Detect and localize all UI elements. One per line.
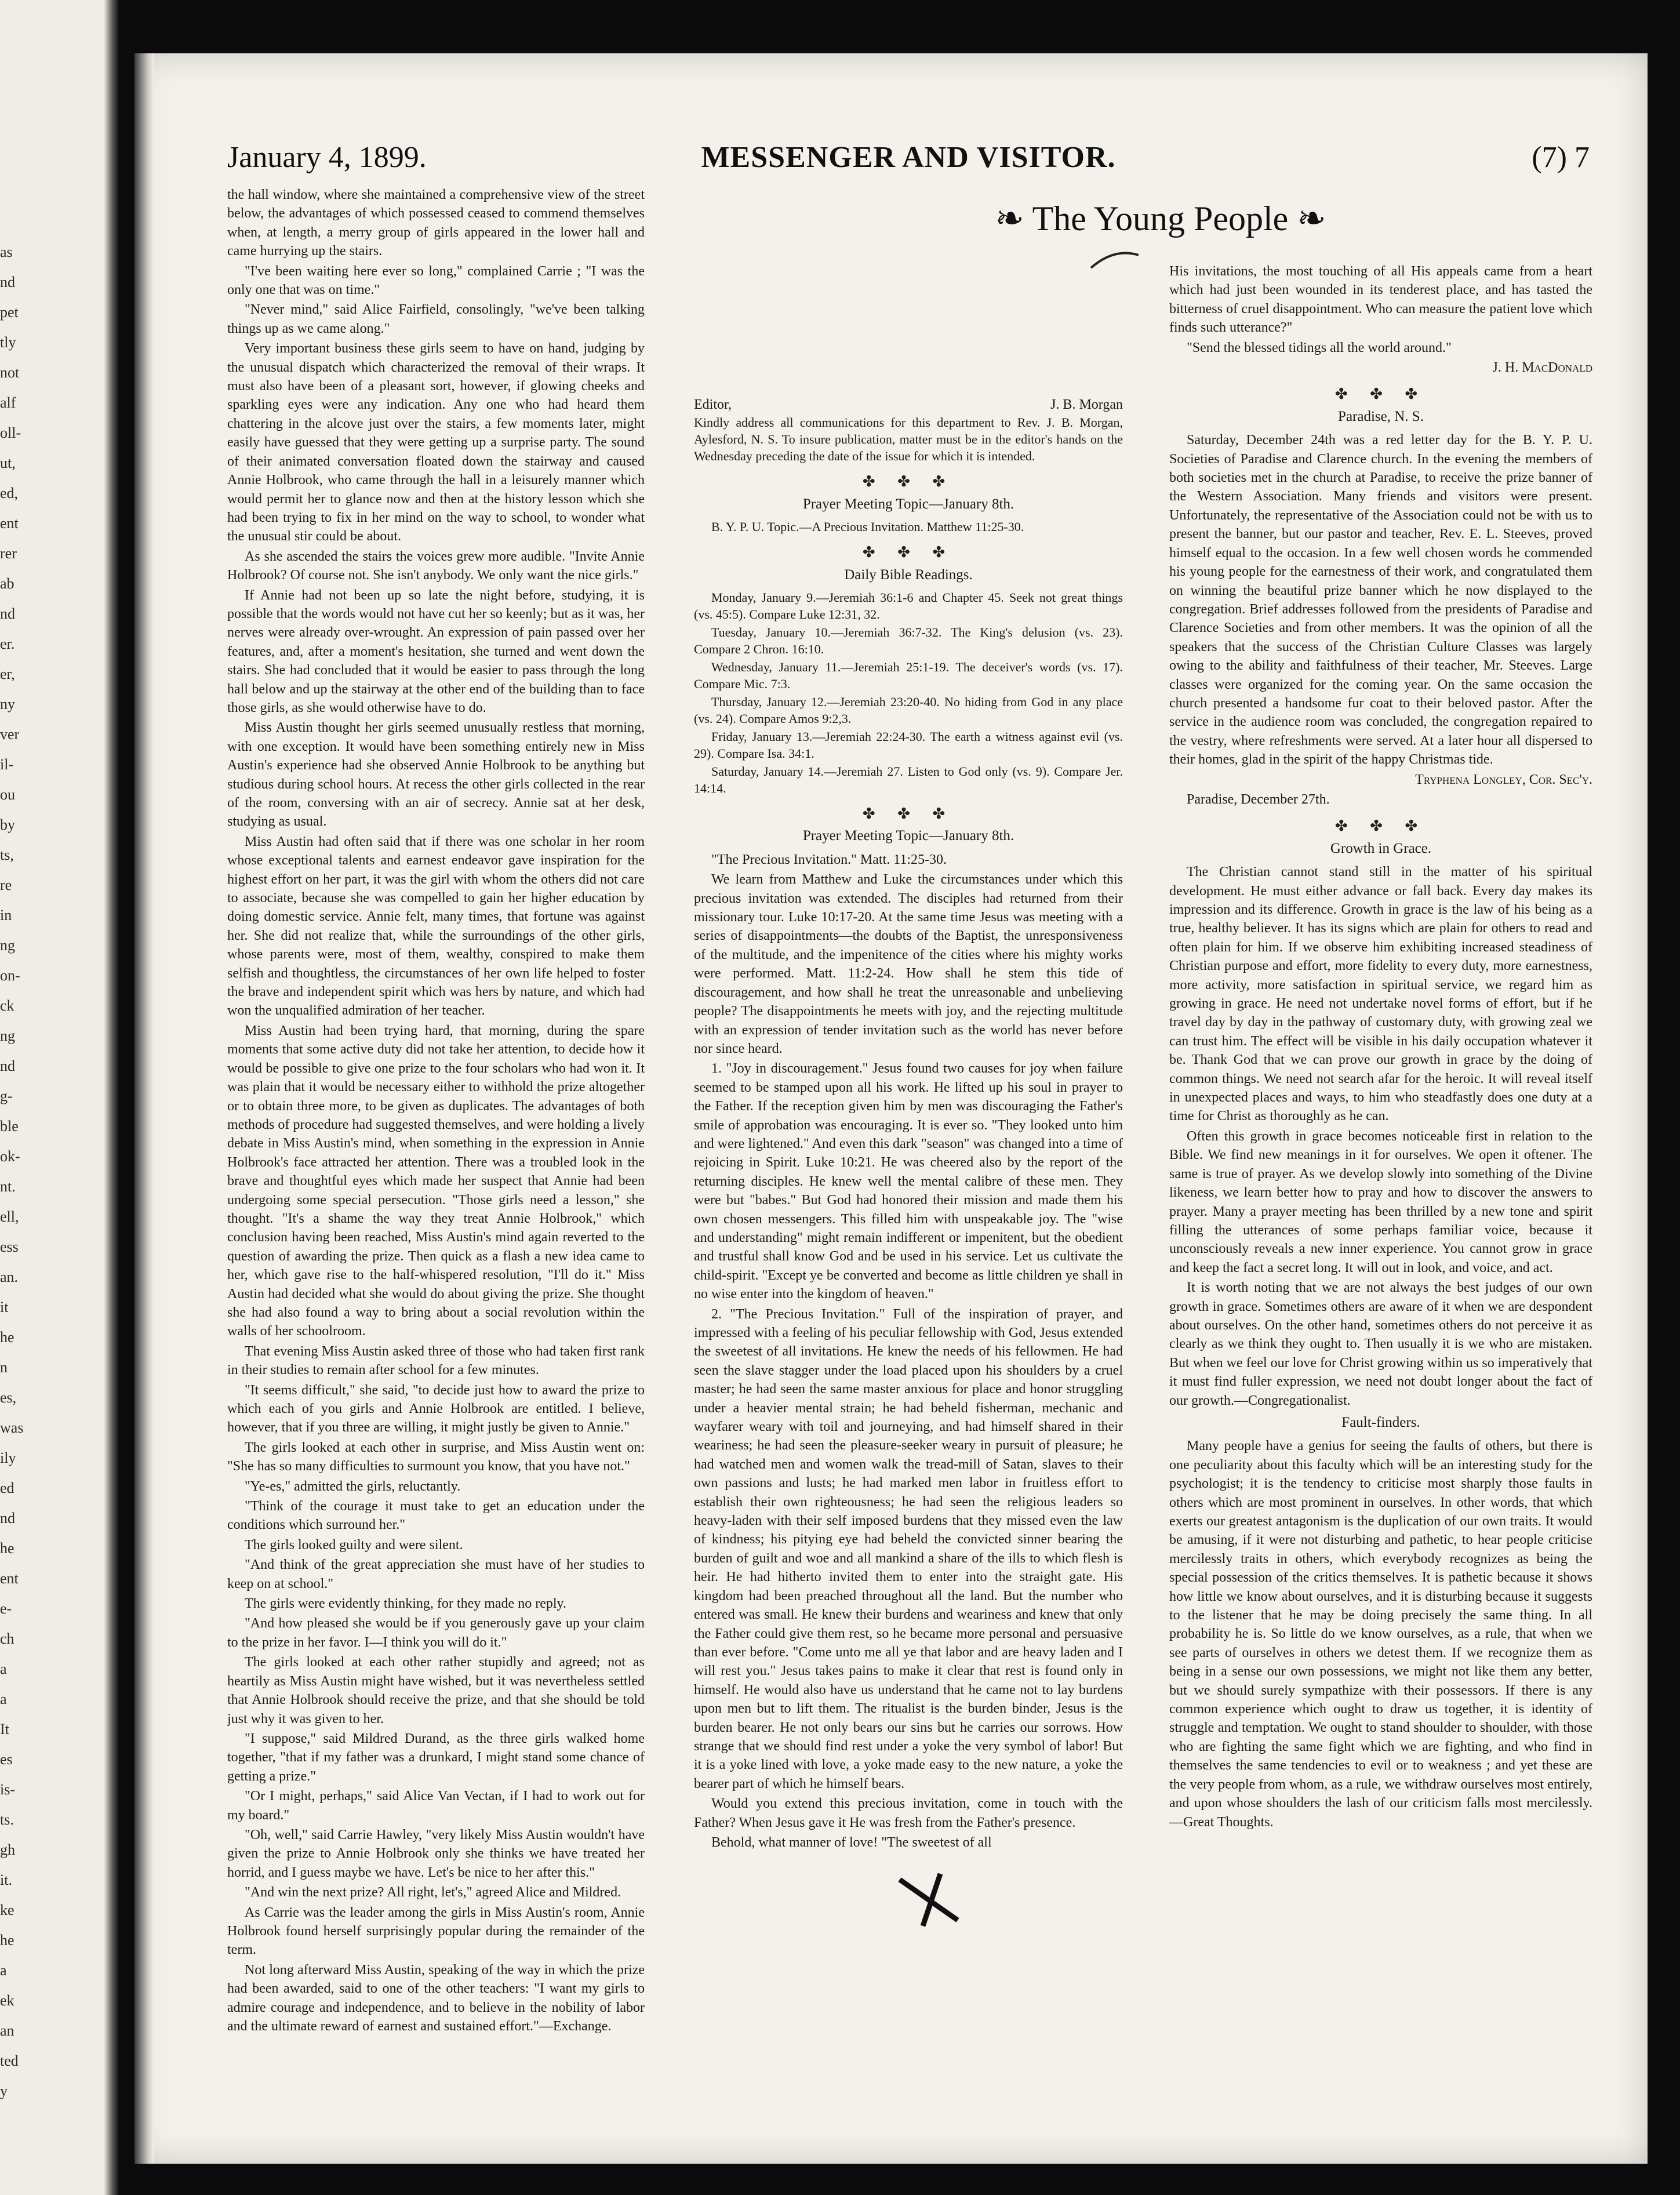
story-paragraph: As she ascended the stairs the voices grew more audible. "Invite Annie Holbrook? Of course not. She isn't anybody. We only want the nice girls." (227, 548, 645, 583)
adjacent-page-fragment: tly (0, 334, 16, 351)
adjacent-page-fragment: ut, (0, 455, 16, 471)
reading-item: Saturday, January 14.—Jeremiah 27. Listen to God only (vs. 9). Compare Jer. 14:14. (694, 764, 1123, 796)
ornament-divider: ✤ ✤ ✤ (1334, 386, 1427, 403)
adjacent-page-fragment: nt. (0, 1178, 16, 1195)
ornament-divider: ✤ ✤ ✤ (862, 473, 955, 490)
adjacent-page-fragment: ent (0, 1570, 19, 1587)
column-story (227, 186, 645, 2093)
adjacent-page-fragment: y (0, 2083, 8, 2099)
report-heading: Paradise, N. S. (1338, 408, 1424, 424)
adjacent-page-fragment: alf (0, 394, 16, 411)
page-fold-shadow (134, 53, 154, 2164)
adjacent-page-fragment: ny (0, 696, 15, 713)
adjacent-page-fragment: was (0, 1419, 24, 1436)
article-body (1169, 863, 1592, 1410)
adjacent-page-fragment: as (0, 244, 13, 260)
adjacent-page-fragment: re (0, 877, 12, 893)
adjacent-page-fragment: on- (0, 967, 20, 984)
adjacent-page-fragment: ab (0, 575, 14, 592)
story-paragraph: "Think of the courage it must take to get an education under the conditions which surround her." (227, 1499, 645, 1533)
ornament-divider: ✤ ✤ ✤ (862, 805, 955, 823)
adjacent-page-fragment: It (0, 1721, 9, 1738)
adjacent-page-fragment: a (0, 1691, 7, 1707)
adjacent-page-fragment: ily (0, 1449, 16, 1466)
adjacent-page-fragment: ts, (0, 846, 14, 863)
story-paragraph: As Carrie was the leader among the girls in Miss Austin's room, Annie Holbrook found herself surprisingly popular during the remainder of the term. (227, 1905, 645, 1958)
reading-item: Thursday, January 12.—Jeremiah 23:20-40. No hiding from God in any place (vs. 24). Compare Amos 9:2,3. (694, 695, 1123, 726)
article-paragraph: Often this growth in grace becomes noticeable first in relation to the Bible. We find new meanings in it for ourselves. We open it oftener. The same is true of prayer. As we develop slowly into something of the Divine likeness, we learn better how to pray and how to discover the answers to prayer. Many a prayer meeting has been thrilled by a new tone and spirit filling the utterances of some perhaps familiar voice, because it unconsciously reveals a new inner experience. You cannot grow in grace and keep the fact a secret long. It will out in look, and voice, and act. (1169, 1128, 1592, 1275)
adjacent-page-fragment: ok- (0, 1148, 20, 1165)
story-paragraph: Miss Austin thought her girls seemed unusually restless that morning, with one exception. It would have been something entirely new in Miss Austin's experience had she observed Annie Holbrook to be anything but studious during school hours. At recess the other girls collected in the rear of the room, conversing with an air of secrecy. Annie sat at her desk, studying as usual. (227, 720, 645, 830)
adjacent-page-fragment: nd (0, 1510, 15, 1527)
story-paragraph: "I've been waiting here ever so long," complained Carrie ; "I was the only one that was on time." (227, 263, 645, 298)
article-heading: Fault-finders. (1341, 1414, 1420, 1430)
article-paragraph: The Christian cannot stand still in the matter of his spiritual development. He must either advance or fall back. Every day makes its impression and its difference. Growth in grace is the law of his being as a true, healthy believer. It has its signs which are plain for others to read and often plain for him. If we observe him exhibiting increased steadiness of Christian purpose and effort, more fidelity to every duty, more earnestness, more activity, more satisfaction in spiritual service, we regard him as growing in grace. He need not undertake novel forms of effort, but if he travel day by day in the pathway of customary duty, with growing zeal we can trust him. The effect will be visible in his daily occupation whatever it be. Thank God that we can prove our growth in grace by the doing of common things. We need not search afar for the heroic. It will reveal itself in unexpected places and ways, to him who steadfastly does one duty at a time for Christ as thoroughly as he can. (1169, 864, 1592, 1124)
adjacent-page-fragment: not (0, 364, 20, 381)
story-paragraph: Miss Austin had often said that if there was one scholar in her room whose exceptional talents and earnest endeavor gave inspiration for the highest effort on her part, it was the girl with whom the others did not care to associate, because she was compelled to gain her higher education by doing domestic service. Annie felt, many times, that fortune was against her. She did not realize that, while the surroundings of the other girls, whose parents were, most of them, wealthy, conspired to make them selfish and thoughtless, the circumstances of her own life helped to foster the brave and independent spirit which was hers by nature, and which had won the unqualified admiration of her teacher. (227, 834, 645, 1019)
adjacent-page-fragment: es (0, 1751, 13, 1768)
page-gutter-shadow (104, 0, 119, 2195)
newspaper-page (134, 53, 1648, 2164)
adjacent-page-fragment: an (0, 2022, 14, 2039)
adjacent-page-fragment: ed, (0, 485, 19, 501)
dateline: Paradise, December 27th. (1187, 791, 1330, 807)
adjacent-page-fragment: ng (0, 1027, 15, 1044)
adjacent-page-fragment: er. (0, 635, 15, 652)
adjacent-page-fragment: il- (0, 756, 14, 773)
adjacent-page-fragment: ng (0, 937, 15, 954)
story-paragraph: "It seems difficult," she said, "to decide just how to award the prize to which each of you girls and Annie Holbrook are entitled. I believe, however, that if you three are willing, it might justly be given to Annie." (227, 1382, 645, 1436)
adjacent-page-fragment: nd (0, 605, 15, 622)
adjacent-page-fragment: ou (0, 786, 15, 803)
adjacent-page-fragment: he (0, 1329, 14, 1346)
topic-text: B. Y. P. U. Topic.—A Precious Invitation. Matthew 11:25-30. (711, 519, 1024, 535)
story-paragraph: The girls were evidently thinking, for they made no reply. (245, 1596, 566, 1612)
issue-date: January 4, 1899. (227, 141, 427, 174)
editor-line (694, 395, 1123, 414)
adjacent-page-strip (0, 0, 119, 2195)
story-paragraph: That evening Miss Austin asked three of those who had taken first rank in their studies to remain after school for a few minutes. (227, 1343, 645, 1378)
reading-item: Friday, January 13.—Jeremiah 22:24-30. The earth a witness against evil (vs. 29). Compare Isa. 34:1. (694, 729, 1123, 761)
paper-title: MESSENGER AND VISITOR. (701, 141, 1116, 174)
adjacent-page-fragment: an. (0, 1269, 19, 1285)
report-text: Saturday, December 24th was a red letter day for the B. Y. P. U. Societies of Paradise and Clarence church. In the evening the members of both societies met in the church at Paradise, to receive the prize banner of the Western Association. Many friends and visitors were present. Unfortunately, the representative of the Association could not be with us to present the banner, but our pastor and teacher, Rev. E. L. Steeves, proved himself equal to the occasion. In a few well chosen words he commended his young people for the earnestness of their work, and congratulated them on winning the beautiful prize banner which he now displayed to the congregation. Brief addresses followed from the presidents of Paradise and Clarence Societies and from other members. It was the opinion of all the speakers that the success of the Christian Culture Classes was largely owing to the ability and faithfulness of their teacher, Mr. Steeves. Large classes were organized for the coming year. On the same occasion the church presented a handsome fur coat to their beloved pastor. After the service in the audience room was concluded, the congregation repaired to the vestry, where refreshments were served. At a later hour all dispersed to their homes, glad in the spirit of the happy Christmas tide. (1169, 433, 1592, 768)
adjacent-page-fragment: is- (0, 1781, 15, 1798)
page-number: (7) 7 (1532, 141, 1590, 174)
article-body (694, 870, 1123, 1852)
adjacent-page-fragment: ted (0, 2052, 19, 2069)
adjacent-page-fragment: it (0, 1299, 9, 1315)
adjacent-page-fragment: ek (0, 1992, 14, 2009)
ornament-divider: ✤ ✤ ✤ (1334, 817, 1427, 835)
pen-stroke-mark (1085, 245, 1143, 279)
adjacent-page-fragment: he (0, 1540, 14, 1557)
adjacent-page-fragment: gh (0, 1841, 15, 1858)
story-paragraph: "And win the next prize? All right, let's," agreed Alice and Mildred. (245, 1885, 621, 1900)
story-paragraph: Very important business these girls seem to have on hand, judging by the unusual dispatch which characterized the removal of their wraps. It must also have been of a pleasant sort, however, if glowing cheeks and sparkling eyes were any indication. Any one who had heard them chattering in the alcove just over the stairs, a few moments later, might easily have guessed that they were getting up a surprise party. The sound of their animated conversation floated down the stairway and caused Annie Holbrook, who came through the hall in a leisurely manner which would permit her to glance now and then at the history lesson which she had been trying to fix in her mind on the way to school, to wonder what the unusual stir could be about. (227, 341, 645, 544)
editor-name: J. B. Morgan (1050, 397, 1123, 412)
adjacent-page-fragment: a (0, 1660, 7, 1677)
leaf-ornament-icon: ❧ (1288, 199, 1326, 238)
reading-item: Wednesday, January 11.—Jeremiah 25:1-19. The deceiver's words (vs. 17). Compare Mic. 7:3. (694, 660, 1123, 692)
reading-item: Monday, January 9.—Jeremiah 36:1-6 and Chapter 45. Seek not great things (vs. 45:5). Compare Luke 12:31, 32. (694, 590, 1123, 622)
story-paragraph: "And how pleased she would be if you generously gave up your claim to the prize in her favor. I—I think you will do it." (227, 1616, 645, 1650)
adjacent-page-fragment: it. (0, 1871, 12, 1888)
adjacent-page-fragment: by (0, 816, 15, 833)
adjacent-page-fragment: ch (0, 1630, 14, 1647)
story-paragraph: "I suppose," said Mildred Durand, as the three girls walked home together, "that if my father was a drunkard, I might stand some chance of getting a prize." (227, 1731, 645, 1784)
adjacent-page-fragment: ver (0, 726, 20, 743)
article-paragraph: Would you extend this precious invitation, come in touch with the Father? When Jesus gave it He was fresh from the Father's presence. (694, 1796, 1123, 1830)
ink-blot-mark (888, 1868, 981, 1932)
adjacent-page-fragment: oll- (0, 424, 21, 441)
article-text: Many people have a genius for seeing the faults of others, but there is one peculiarity about this faculty which will be an interesting study for the psychologist; it is the tendency to criticise most sharply those faults in others which are most prominent in ourselves. In other words, that which exerts our greatest antagonism is the duplication of our own traits. It would be amusing, if it were not disturbing and pathetic, to hear people criticise mercilessly traits in others, which everybody recognizes as being the special possession of the critics themselves. It is pathetic because it shows how little we know about ourselves, and it is disturbing because it suggests to the listener that he may be doing precisely the same thing. In all probability he is. So little do we know ourselves, as a rule, that when we see parts of ourselves in others we detest them. If we recognize them as being in a sense our own possessions, we might not like them any better, but we should surely sympathize with their possessors. If there is any common experience which ought to draw us together, it is identity of struggle and temptation. We ought to stand shoulder to shoulder, with those who are fighting the same fight which we are fighting, and who find in themselves the same tendencies to evil or to weakness ; and yet these are the very people from whom, as a rule, we withdraw ourselves most entirely, and upon whose shoulders the lash of our criticism falls most mercilessly.—Great Thoughts. (1169, 1438, 1592, 1830)
ornament-divider: ✤ ✤ ✤ (862, 544, 955, 561)
story-paragraph: "And think of the great appreciation she must have of her studies to keep on at school." (227, 1557, 645, 1591)
leaf-ornament-icon: ❧ (995, 199, 1032, 238)
adjacent-page-fragment: n (0, 1359, 8, 1376)
reading-item: Tuesday, January 10.—Jeremiah 36:7-32. The King's delusion (vs. 23). Compare 2 Chron. 16:10. (694, 625, 1123, 657)
topic-text: "The Precious Invitation." Matt. 11:25-30. (711, 852, 947, 867)
story-paragraph: "Ye-es," admitted the girls, reluctantly. (245, 1478, 461, 1494)
story-paragraph: The girls looked at each other in surprise, and Miss Austin went on: "She has so many difficulties to surmount you know, that you have not." (227, 1440, 645, 1474)
adjacent-page-fragment: ts. (0, 1811, 14, 1828)
article-paragraph: 1. "Joy in discouragement." Jesus found two causes for joy when failure seemed to be stamped upon all his work. He lifted up his soul in prayer to the Father. If the reception given him by men was discouraging the Father's smile of approbation was encouraging. It is ever so. "They looked unto him and were lightened." And even this dark "season" was changed into a time of rejoicing in Spirit. Luke 10:21. He was cheered also by the report of the returning disciples. He knew well the mental calibre of these men. They were but "babes." But God had honored their mission and made them his own chosen messengers. This filled him with unspeakable joy. The "wise and understanding" might remain indifferent or impenitent, but the obedient and trustful shall know God and be used in his service. Let us cultivate the child-spirit. "Except ye be converted and become as little children ye shall in no wise enter into the kingdom of heaven." (694, 1061, 1123, 1302)
adjacent-page-fragment: es, (0, 1389, 17, 1406)
adjacent-page-fragment: a (0, 1962, 7, 1979)
adjacent-page-fragment: e- (0, 1600, 12, 1617)
column-young-people (694, 395, 1123, 2100)
signature: Tryphena Longley, Cor. Sec'y. (1415, 772, 1592, 787)
story-paragraph: The girls looked at each other rather stupidly and agreed; not as heartily as Miss Austin might have wished, but it was nevertheless settled that Annie Holbrook should receive the prize, and that she should be told just why it was given to her. (227, 1655, 645, 1727)
quote: "Send the blessed tidings all the world around." (1187, 340, 1452, 355)
section-heading (900, 198, 1421, 239)
signature: J. H. MacDonald (1492, 360, 1592, 376)
article-paragraph: It is worth noting that we are not always the best judges of our own growth in grace. Sometimes others are aware of it when we are despondent about ourselves. On the other hand, sometimes others do not perceive it as clearly as we think they ought to. Then usually it is we who are mistaken. But when we feel our love for Christ growing within us so imperatively that it must find fuller expression, we need not doubt longer about the fact of our growth.—Congregationalist. (1169, 1280, 1592, 1408)
story-paragraph: the hall window, where she maintained a comprehensive view of the street below, the advantages of which possessed ceased to commend themselves when, at length, a merry group of girls appeared in the lower hall and came hurrying up the stairs. (227, 187, 645, 259)
adjacent-page-fragment: ck (0, 997, 14, 1014)
story-paragraph: "Or I might, perhaps," said Alice Van Vectan, if I had to work out for my board." (227, 1789, 645, 1823)
story-paragraph: Miss Austin had been trying hard, that morning, during the spare moments that some active duty did not take her attention, to decide how it would be possible to give one prize to the four scholars who had won it. It was plain that it would be necessary either to withhold the prize altogether or to obtain three more, to be given as duplicates. The advantages of both methods of procedure had suggested themselves, and were holding a lively debate in Miss Austin's mind, when something in the expression in Annie Holbrook's face attracted her attention. There was a troubled look in the brave and thoughtful eyes which made her suspect that Annie had been undergoing some special persecution. "Those girls need a lesson," she thought. "It's a shame the way they treat Annie Holbrook," which conclusion having been reached, Miss Austin's mind again reverted to the question of awarding the prize. Then quick as a flash a new idea came to her, which gave rise to the half-whispered resolution, "I'll do it." Miss Austin had decided what she would do about giving the prize. She thought she had also found a way to bring about a social revolution within the walls of her schoolroom. (227, 1023, 645, 1339)
adjacent-page-fragment: ed (0, 1480, 14, 1496)
topic-heading: Prayer Meeting Topic—January 8th. (802, 496, 1014, 512)
story-paragraph: "Oh, well," said Carrie Hawley, "very likely Miss Austin wouldn't have given the prize to Annie Holbrook only she thinks we have treated her horrid, and I guess maybe we have. Let's be nice to her after this." (227, 1827, 645, 1880)
adjacent-page-fragment: in (0, 907, 12, 924)
adjacent-page-fragment: g- (0, 1088, 13, 1104)
editor-label: Editor, (694, 397, 732, 412)
adjacent-page-fragment: ent (0, 515, 19, 532)
adjacent-page-fragment: er, (0, 666, 15, 682)
article-heading: Growth in Grace. (1330, 840, 1432, 856)
adjacent-page-fragment: nd (0, 1057, 15, 1074)
section-title-text: The Young People (1032, 199, 1289, 238)
readings-list (694, 589, 1123, 797)
article-paragraph: 2. "The Precious Invitation." Full of the inspiration of prayer, and impressed with a feeling of his peculiar fellowship with God, Jesus extended the sweetest of all invitations. He knew the needs of his fellowmen. He had seen the slave stagger under the load placed upon his shoulders by a cruel master; he had seen the same master anxious for place and honor struggling under a heavier mental strain; he had beheld fisherman, mechanic and wayfarer weary with toil and journeying, and had himself shared in their weariness; he had seen the pleasure-seeker weary in pursuit of pleasure; he had watched men and women walk the tread-mill of Satan, slaves to their own passions and lusts; he had marked men labor in fruitless effort to establish their own righteousness; he had seen the religious leaders so heavy-laden with their self imposed burdens that they missed even the law of kindness; his pitying eye had beheld the convicted sinner bearing the burden of guilt and woe and all mankind a share of the ills to which flesh is heir. He had hitherto invited them to enter into the straight gate. His kingdom had been preached throughout all the land. But the number who entered was small. He knew their burdens and weariness and knew that only the Father could give them rest, so he became more personal and persuasive than ever before. "Come unto me all ye that labor and are heavy laden and I will rest you." Jesus takes pains to make it clear that rest is found only in himself. He would also have us understand that he came not to lay burdens upon men but to lift them. The ritualist is the burden binder, Jesus is the burden bearer. He not only bears our sins but he carries our sorrows. How strange that we should find rest under a yoke the very symbol of labor! But it is a yoke lined with love, a yoke made easy to the new nature, a yoke the bearer part of which he himself bears. (694, 1306, 1123, 1791)
adjacent-page-fragment: ke (0, 1902, 14, 1918)
editor-note: Kindly address all communications for this department to Rev. J. B. Morgan, Aylesford, N. S. To insure publication, matter must be in the editor's hands on the Wednesday preceding the date of the issue for which it is intended. (694, 415, 1123, 464)
story-paragraph: Not long afterward Miss Austin, speaking of the way in which the prize had been awarded, said to one of the other teachers: "I want my girls to admire courage and independence, and to believe in the nobility of labor and the ultimate reward of earnest and sustained effort."—Exchange. (227, 1962, 645, 2034)
column-right (1169, 262, 1592, 2100)
story-paragraph: If Annie had not been up so late the night before, studying, it is possible that the words would not have cut her so keenly; but as it was, her nerves were already over-wrought. An expression of pain passed over her features, and, after a moment's hesitation, she turned and went down the stairs. She had concluded that it would be easier to pass through the long hall below and up the stairway at the other end of the building than to face those girls, as she would otherwise have to do. (227, 587, 645, 715)
adjacent-page-fragment: rer (0, 545, 17, 562)
story-paragraph: "Never mind," said Alice Fairfield, consolingly, "we've been talking things up as we came along." (227, 302, 645, 336)
adjacent-page-fragment: ess (0, 1238, 19, 1255)
topic-heading: Prayer Meeting Topic—January 8th. (802, 828, 1014, 844)
article-paragraph: We learn from Matthew and Luke the circumstances under which this precious invitation was extended. The disciples had returned from their missionary tour. Luke 10:17-20. At the same time Jesus was meeting with a series of disappointments—the doubts of the Baptist, the unresponsiveness of the multitude, and the impenitence of the cities where his mighty works were performed. Matt. 11:2-24. How shall he stem this tide of discouragement, and how shall he treat the unreasonable and unbelieving people? The disappointments he meets with joy, and the rejecting multitude with an expression of tender invitation such as the world has never before nor since heard. (694, 872, 1123, 1056)
adjacent-page-fragment: he (0, 1932, 14, 1949)
story-paragraph: The girls looked guilty and were silent. (245, 1537, 463, 1553)
article-paragraph: Behold, what manner of love! "The sweetest of all (711, 1834, 992, 1850)
adjacent-page-fragment: nd (0, 274, 15, 290)
adjacent-page-fragment: pet (0, 304, 19, 321)
continued-text: His invitations, the most touching of all His appeals came from a heart which had just been wounded in its tenderest place, and has tasted the bitterness of cruel disappointment. Who can measure the patient love which finds such utterance?" (1169, 264, 1592, 336)
adjacent-page-fragment: ble (0, 1118, 19, 1135)
adjacent-page-fragment: ell, (0, 1208, 19, 1225)
readings-heading: Daily Bible Readings. (844, 566, 973, 583)
